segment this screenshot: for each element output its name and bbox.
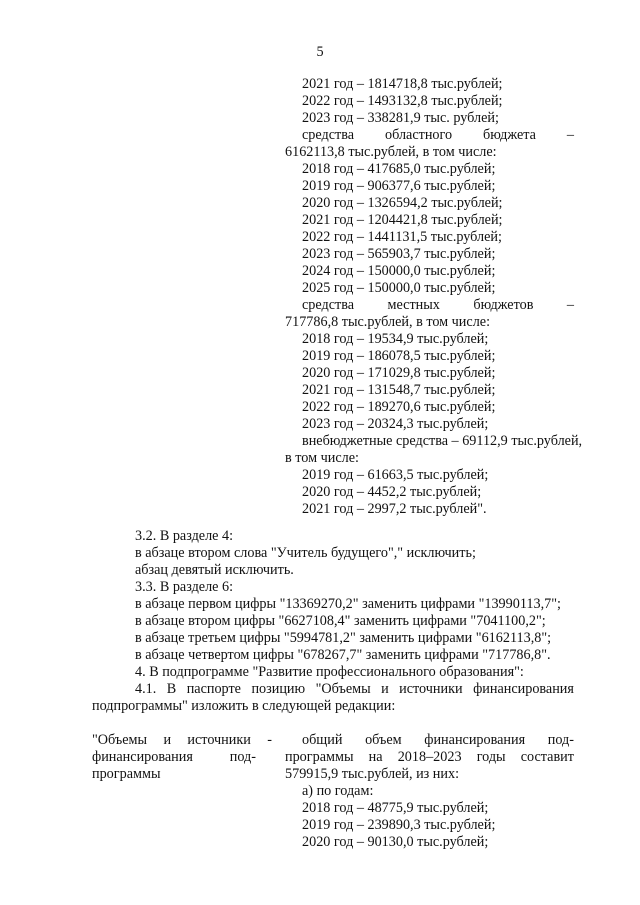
funding-line-2023: 2023 год – 338281,9 тыс. рублей; [302, 110, 499, 126]
word: "Объемы [315, 681, 371, 697]
regional-year-line: 2025 год – 150000,0 тыс.рублей; [302, 280, 496, 296]
regional-year-line: 2019 год – 906377,6 тыс.рублей; [302, 178, 496, 194]
word: на [368, 749, 383, 765]
regional-year-line: 2018 год – 417685,0 тыс.рублей; [302, 161, 496, 177]
word: финансирования [424, 732, 526, 748]
word: паспорте [186, 681, 241, 697]
extra-budget-line: внебюджетные средства – 69112,9 тыс.рублей, [302, 433, 583, 449]
section-heading: 4. В подпрограмме "Развитие профессионального образования": [135, 664, 524, 680]
extra-year-line: 2020 год – 4452,2 тыс.рублей; [302, 484, 482, 500]
paragraph-4-1-line1 [135, 681, 574, 698]
word: источники [399, 681, 463, 697]
table-right-line2 [285, 749, 574, 766]
word: 4.1. [135, 681, 157, 697]
word: составит [520, 749, 574, 765]
local-year-line: 2023 год – 20324,3 тыс.рублей; [302, 416, 489, 432]
extra-year-line: 2021 год – 2997,2 тыс.рублей". [302, 501, 487, 517]
table-left-line2 [92, 749, 256, 766]
regional-year-line: 2024 год – 150000,0 тыс.рублей; [302, 263, 496, 279]
section-line: в абзаце первом цифры "13369270,2" заменить цифрами "13990113,7"; [135, 596, 561, 612]
word: областного [384, 127, 453, 143]
word: бюджета [483, 127, 536, 143]
extra-budget-line: в том числе: [285, 450, 359, 466]
word: программы [285, 749, 354, 765]
word: годы [476, 749, 506, 765]
section-line: в абзаце втором слова "Учитель будущего"," исключить; [135, 545, 476, 561]
word: средства [302, 297, 355, 313]
regional-year-line: 2022 год – 1441131,5 тыс.рублей; [302, 229, 502, 245]
table-right-subheading: а) по годам: [302, 783, 374, 799]
local-year-line: 2021 год – 131548,7 тыс.рублей; [302, 382, 496, 398]
table-right-year-line: 2018 год – 48775,9 тыс.рублей; [302, 800, 489, 816]
table-left-line3: программы [92, 766, 161, 782]
table-right-year-line: 2019 год – 239890,3 тыс.рублей; [302, 817, 496, 833]
regional-budget-total: 6162113,8 тыс.рублей, в том числе: [285, 144, 497, 160]
table-left-line1 [92, 732, 272, 749]
local-year-line: 2019 год – 186078,5 тыс.рублей; [302, 348, 496, 364]
section-line: в абзаце втором цифры "6627108,4" заменить цифрами "7041100,2"; [135, 613, 546, 629]
local-budget-total: 717786,8 тыс.рублей, в том числе: [285, 314, 491, 330]
word: – [566, 297, 574, 313]
local-year-line: 2020 год – 171029,8 тыс.рублей; [302, 365, 496, 381]
regional-year-line: 2021 год – 1204421,8 тыс.рублей; [302, 212, 503, 228]
word: под- [229, 749, 256, 765]
local-budget-heading [302, 297, 574, 314]
funding-line-2021: 2021 год – 1814718,8 тыс.рублей; [302, 76, 503, 92]
regional-budget-heading [302, 127, 574, 144]
word: финансирования [92, 749, 193, 765]
word: финансирования [473, 681, 574, 697]
paragraph-4-1-line2: подпрограммы" изложить в следующей редакции: [92, 698, 396, 714]
section-heading: 3.2. В разделе 4: [135, 528, 234, 544]
section-line: в абзаце четвертом цифры "678267,7" заменить цифрами "717786,8". [135, 647, 551, 663]
table-right-line1 [302, 732, 574, 749]
word: под- [547, 732, 574, 748]
section-line: в абзаце третьем цифры "5994781,2" заменить цифрами "6162113,8"; [135, 630, 552, 646]
word: и [381, 681, 389, 697]
word: и [163, 732, 172, 748]
word: источники [187, 732, 251, 748]
word: "Объемы [92, 732, 148, 748]
table-right-line3: 579915,9 тыс.рублей, из них: [285, 766, 460, 782]
regional-year-line: 2020 год – 1326594,2 тыс.рублей; [302, 195, 503, 211]
table-right-year-line: 2020 год – 90130,0 тыс.рублей; [302, 834, 489, 850]
word: позицию [251, 681, 306, 697]
regional-year-line: 2023 год – 565903,7 тыс.рублей; [302, 246, 496, 262]
word: общий [302, 732, 343, 748]
word: объем [365, 732, 402, 748]
section-heading: 3.3. В разделе 6: [135, 579, 234, 595]
word: – [566, 127, 574, 143]
word: бюджетов [473, 297, 534, 313]
word: В [166, 681, 177, 697]
funding-line-2022: 2022 год – 1493132,8 тыс.рублей; [302, 93, 503, 109]
local-year-line: 2018 год – 19534,9 тыс.рублей; [302, 331, 489, 347]
word: 2018–2023 [397, 749, 462, 765]
page-number: 5 [316, 44, 324, 60]
word: местных [387, 297, 440, 313]
word: - [267, 732, 272, 748]
section-line: абзац девятый исключить. [135, 562, 294, 578]
extra-year-line: 2019 год – 61663,5 тыс.рублей; [302, 467, 489, 483]
word: средства [302, 127, 355, 143]
local-year-line: 2022 год – 189270,6 тыс.рублей; [302, 399, 496, 415]
